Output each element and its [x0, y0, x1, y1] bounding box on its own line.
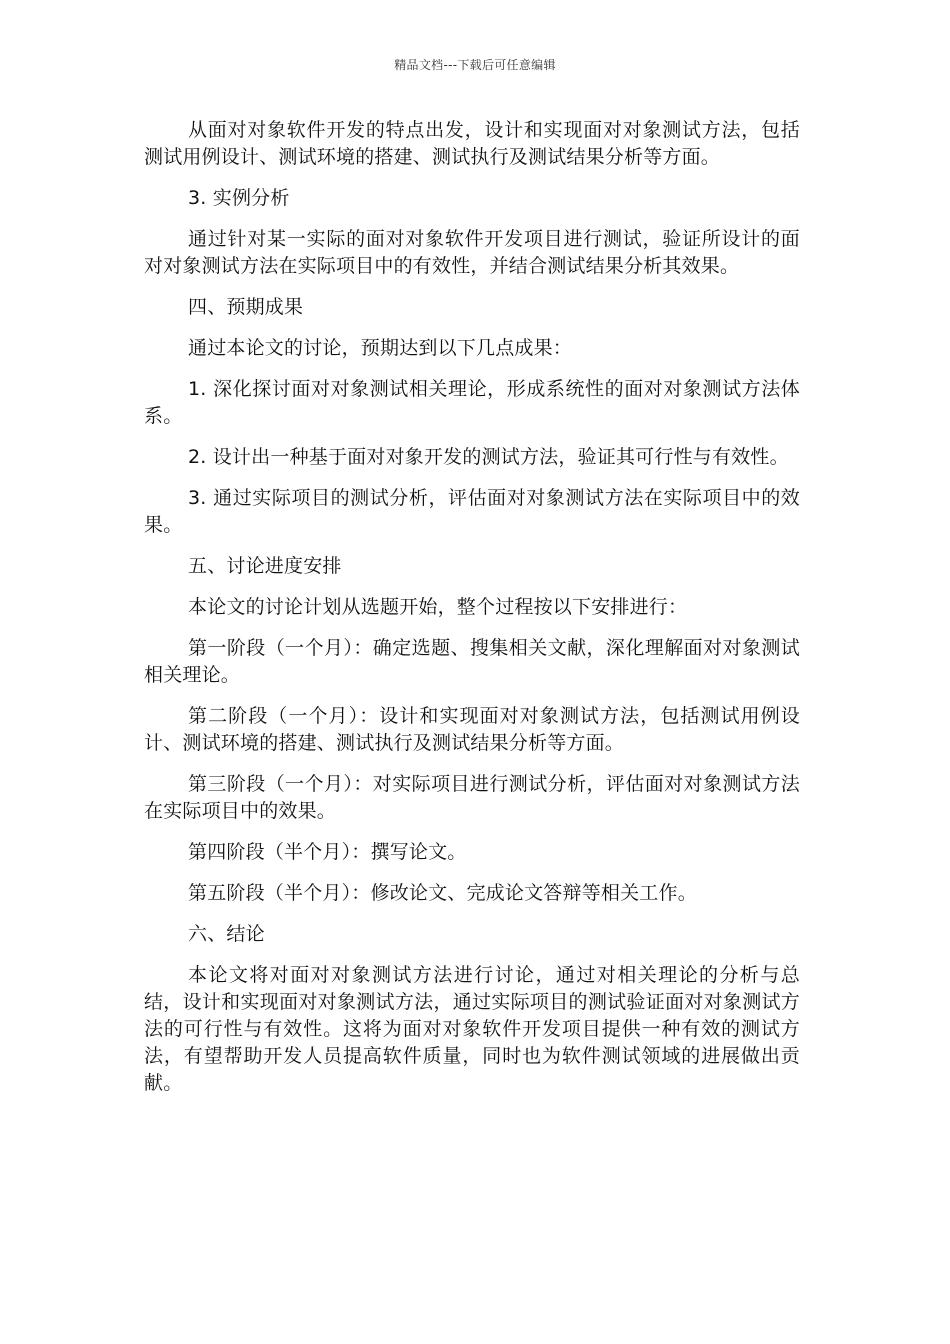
document-body — [144, 117, 800, 1111]
paragraph-expected-intro: 通过本论文的讨论，预期达到以下几点成果： — [188, 337, 573, 359]
paragraph-conclusion: 本论文将对面对对象测试方法进行讨论，通过对相关理论的分析与总结，设计和实现面对对象测试方法，通过实际项目的测试验证面对对象测试方法的可行性与有效性。这将为面对对象软件开发项目提供一种有效的测试方法，有望帮助开发人员提高软件质量，同时也为软件测试领域的进展做出贡献。 — [144, 964, 800, 1094]
list-item-expected-1: 1. 深化探讨面对对象测试相关理论，形成系统性的面对对象测试方法体系。 — [144, 378, 800, 427]
schedule-phase-2: 第二阶段（一个月）：设计和实现面对对象测试方法，包括测试用例设计、测试环境的搭建、测试执行及测试结果分析等方面。 — [144, 705, 800, 754]
list-item-expected-3: 3. 通过实际项目的测试分析，评估面对对象测试方法在实际项目中的效果。 — [144, 487, 800, 536]
schedule-phase-4: 第四阶段（半个月）：撰写论文。 — [188, 841, 467, 863]
schedule-phase-1: 第一阶段（一个月）：确定选题、搜集相关文献，深化理解面对对象测试相关理论。 — [144, 637, 800, 686]
page-header: 精品文档---下载后可任意编辑 — [394, 58, 556, 72]
list-item-expected-2: 2. 设计出一种基于面对对象开发的测试方法，验证其可行性与有效性。 — [188, 446, 789, 468]
paragraph-case-analysis: 通过针对某一实际的面对对象软件开发项目进行测试，验证所设计的面对对象测试方法在实际项目中的有效性，并结合测试结果分析其效果。 — [144, 228, 800, 277]
schedule-phase-3: 第三阶段（一个月）：对实际项目进行测试分析，评估面对对象测试方法在实际项目中的效果。 — [144, 773, 800, 822]
section-heading-conclusion: 六、结论 — [188, 923, 265, 945]
schedule-phase-5: 第五阶段（半个月）：修改论文、完成论文答辩等相关工作。 — [188, 882, 697, 904]
paragraph-method-design: 从面对对象软件开发的特点出发，设计和实现面对对象测试方法，包括测试用例设计、测试环境的搭建、测试执行及测试结果分析等方面。 — [144, 119, 800, 168]
section-heading-expected-results: 四、预期成果 — [188, 296, 304, 318]
section-heading-schedule: 五、讨论进度安排 — [188, 555, 342, 577]
paragraph-schedule-intro: 本论文的讨论计划从选题开始，整个过程按以下安排进行： — [188, 596, 688, 618]
section-heading-case-analysis: 3. 实例分析 — [188, 187, 290, 209]
